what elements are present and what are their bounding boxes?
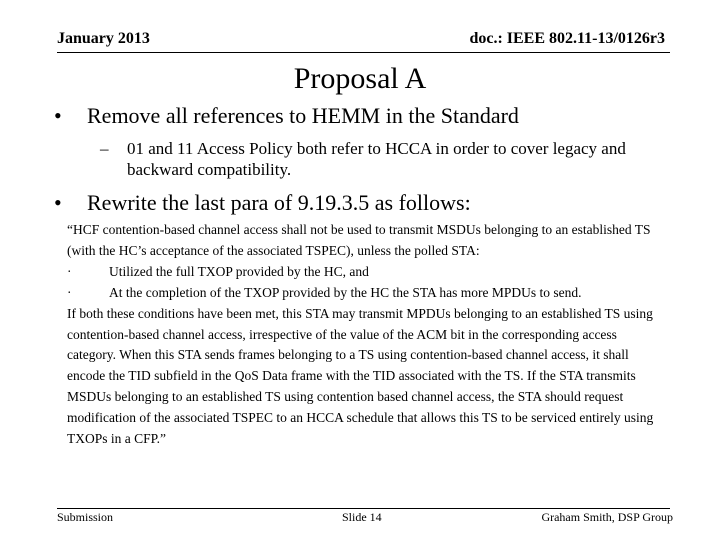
quote-intro: “HCF contention-based channel access shall not be used to transmit MSDUs belonging to an established TS (with the HC’s acceptance of the associated TSPEC), unless the polled STA: [67, 222, 651, 258]
list-item [67, 283, 667, 304]
slide-title: Proposal A [293, 62, 427, 95]
bullet-marker: • [54, 190, 62, 215]
sub-bullet-access-policy [100, 138, 660, 180]
footer-author: Graham Smith, DSP Group [541, 510, 673, 524]
header-date: January 2013 [57, 30, 150, 47]
footer-submission: Submission [57, 510, 114, 524]
bullet-text: Remove all references to HEMM in the Standard [87, 103, 519, 128]
bullet-remove-hemm [54, 103, 519, 129]
quoted-text-block [67, 220, 667, 450]
sub-bullet-marker: – [100, 139, 109, 158]
bullet-rewrite-para [54, 190, 471, 216]
list-marker: · [67, 284, 72, 300]
list-item-text: At the completion of the TXOP provided by the HC the STA has more MPDUs to send. [109, 284, 582, 300]
header-divider [57, 52, 670, 53]
footer-slide-number: Slide 14 [342, 510, 382, 524]
footer-divider [57, 508, 670, 509]
header-doc-id: doc.: IEEE 802.11-13/0126r3 [469, 30, 665, 47]
bullet-marker: • [54, 103, 62, 128]
list-item-text: Utilized the full TXOP provided by the HC, and [109, 263, 369, 279]
quote-conclusion: If both these conditions have been met, this STA may transmit MPDUs belonging to an established TS using contention-based channel access, irrespective of the value of the ACM bit in the corresponding access category. When this STA sends frames belonging to a TS using contention-based channel access, it shall encode the TID subfield in the QoS Data frame with the TID associated with the TS. If the STA transmits MSDUs belonging to an established TS using contention based channel access, the STA should request modification of the associated TSPEC to an HCCA schedule that allows this TS to be serviced entirely using TXOPs in a CFP.” [67, 305, 654, 447]
list-marker: · [67, 263, 72, 279]
sub-bullet-text: 01 and 11 Access Policy both refer to HCCA in order to cover legacy and backward compatibility. [127, 139, 626, 179]
list-item [67, 262, 667, 283]
bullet-text: Rewrite the last para of 9.19.3.5 as follows: [87, 190, 471, 215]
